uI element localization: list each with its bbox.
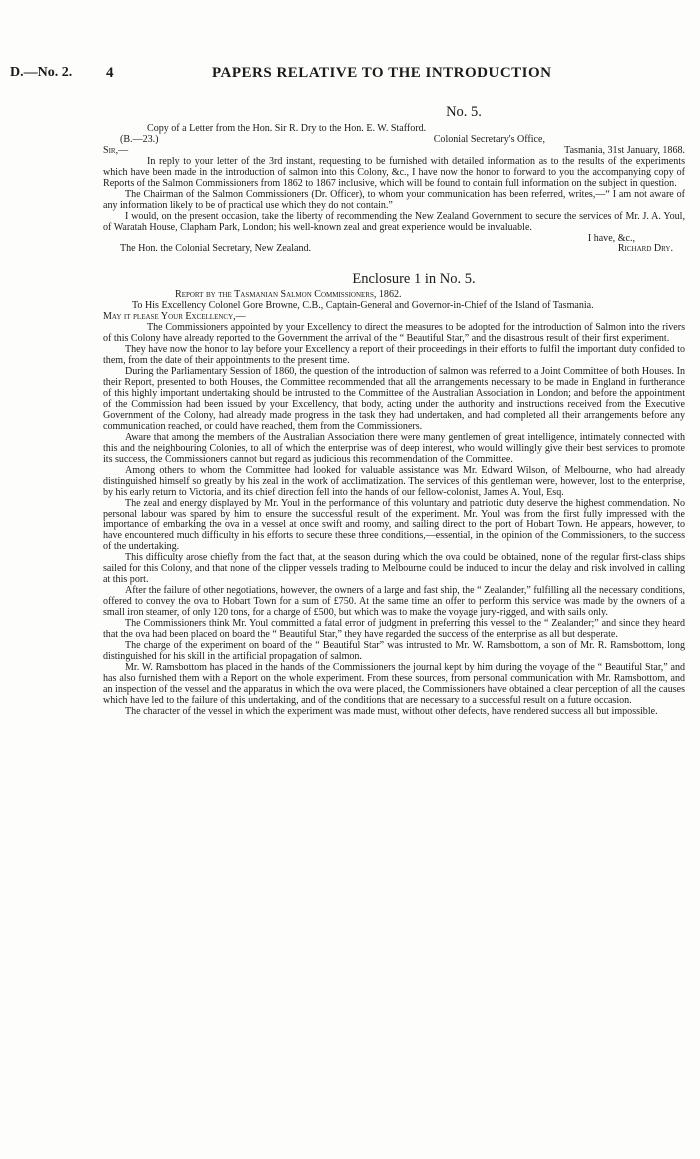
letter-paragraph: In reply to your letter of the 3rd instant, requesting to be furnished with detailed information as to the results of the experiments which have been made in the introduction of salmon into this Colony, &c., I have now the honor to forward to you the accompanying copy of Reports of the Salmon Commissioners from 1862 to 1867 inclusive, which will be found to contain full information on the subject in question. [103,155,685,189]
letter-closing: I have, &c., [587,232,635,244]
letter-signature: Richard Dry. [617,243,673,255]
letter-signoff-line [103,244,685,255]
report-paragraph: This difficulty arose chiefly from the fact that, at the season during which the ova could be obtained, none of the regular first-class ships sailed for this Colony, and that none of the clipper vessels trading to Melbourne could be induced to incur the delay and risk involved in calling at this port. [103,552,685,586]
page-body [103,104,685,718]
letter-recipient: The Hon. the Colonial Secretary, New Zealand. [120,243,312,255]
letter-caption: Copy of a Letter from the Hon. Sir R. Dry to the Hon. E. W. Stafford. [147,123,427,134]
report-paragraph: Aware that among the members of the Australian Association there were many gentlemen of great intelligence, intimately connected with this and the neighbouring Colonies, to all of which the enterprise was of deep interest, who would willingly give their best services to promote its success, the Commissioners cannot but regard as judicious this recommendation of the Committee. [103,431,685,465]
report-paragraph: The zeal and energy displayed by Mr. Youl in the performance of this voluntary and patriotic duty deserve the highest commendation. No personal labour was spared by him to ensure the successful result of the experiment. Mr. Youl was from the first fully impressed with the importance of embarking the ova in a vessel at once swift and roomy, and sailing direct to the port of Hobart Town. He appears, however, to have encountered much difficulty in his efforts to secure these three conditions,—essential, in the opinion of the Commissioners, to the success of the undertaking. [103,497,685,553]
page-reference: D.—No. 2. [10,65,73,80]
report-paragraph: The Commissioners think Mr. Youl committed a fatal error of judgment in preferring this vessel to the “ Zealander;” and since they heard that the ova had been placed on board the “ Beautiful Star,” they have regarded the success of the enterprise as all but desperate. [103,618,685,640]
report-paragraph: After the failure of other negotiations, however, the owners of a large and fast ship, the “ Zealander,” fulfilling all the necessary conditions, offered to convey the ova to Hobart Town for a sum of £750. At the same time an offer to perform this service was made by the owners of a small iron steamer, of only 120 tons, for a charge of £500, but which was to make the voyage jury-rigged, and with sails only. [103,585,685,619]
letter-paragraph: The Chairman of the Salmon Commissioners (Dr. Officer), to whom your communication has been referred, writes,—“ I am not aware of any information likely to be of practical use which they do not contain.” [103,188,685,211]
report-paragraph: During the Parliamentary Session of 1860, the question of the introduction of salmon was referred to a Joint Committee of both Houses. In their Report, presented to both Houses, the Committee recommended that all the arrangements necessary to be made in England in furtherance of this highly important undertaking should be intrusted to the Committee of the Australian Association in London; and before the appointment of the Commission had been issued by your Excellency, that body, acting under the authority and instructions received from the Executive Government of the Colony, had already made progress in the task they had undertaken, and had completed all their arrangements before any communication reached, or could have reached, them from the Commissioners. [103,366,685,432]
running-header [10,65,680,88]
report-paragraph: They have now the honor to lay before your Excellency a report of their proceedings in their efforts to fulfil the important duty confided to them, from the date of their appointments to the present time. [103,344,685,367]
running-title: PAPERS RELATIVE TO THE INTRODUCTION [212,65,552,81]
page-number: 4 [106,65,114,81]
report-paragraph: Among others to whom the Committee had looked for valuable assistance was Mr. Edward Wilson, of Melbourne, who had already distinguished himself so greatly by his zeal in the work of acclimatization. The services of this gentleman were, however, lost to the enterprise, by his early return to Victoria, and its chief direction fell into the hands of our fellow-colonist, James A. Youl, Esq. [103,464,685,498]
report-paragraph: The Commissioners appointed by your Excellency to direct the measures to be adopted for the introduction of Salmon into the rivers of this Colony have already reported to the Government the arrival of the “ Beautiful Star,” and the disastrous result of their first experiment. [103,322,685,345]
letter-date-place: Tasmania, 31st January, 1868. [564,144,685,156]
report-addressee: To His Excellency Colonel Gore Browne, C.B., Captain-General and Governor-in-Chief of the Island of Tasmania. [132,300,594,312]
report-salutation: May it please Your Excellency,— [103,311,246,323]
report-title: Report by the Tasmanian Salmon Commissioners, 1862. [175,289,402,301]
report-paragraph: The character of the vessel in which the experiment was made must, without other defects, have rendered success all but impossible. [125,705,658,717]
letter-paragraph: I would, on the present occasion, take the liberty of recommending the New Zealand Government to secure the services of Mr. J. A. Youl, of Waratah House, Clapham Park, London; his well-known zeal and great experience would be invaluable. [103,210,685,233]
report-paragraph: The charge of the experiment on board of the “ Beautiful Star” was intrusted to Mr. W. Ramsbottom, a son of Mr. R. Ramsbottom, long distinguished for his skill in the artificial propagation of salmon. [103,639,685,662]
letter-salutation: Sir,— [103,144,129,156]
report-paragraph: Mr. W. Ramsbottom has placed in the hands of the Commissioners the journal kept by him during the voyage of the “ Beautiful Star,” and has also furnished them with a Report on the whole experiment. From these sources, from personal communication with Mr. Ramsbottom, and an inspection of the vessel and the apparatus in which the ova were placed, the Commissioners have obtained a clear perception of all the causes which have led to the failure of this undertaking, and of the conditions that are necessary to a successful result on a future occasion. [103,661,685,706]
letter-number-heading: No. 5. [446,104,482,120]
letter-office: Colonial Secretary's Office, [433,133,545,145]
letter-ref-code: (B.—23.) [120,133,159,145]
enclosure-heading: Enclosure 1 in No. 5. [352,271,476,288]
